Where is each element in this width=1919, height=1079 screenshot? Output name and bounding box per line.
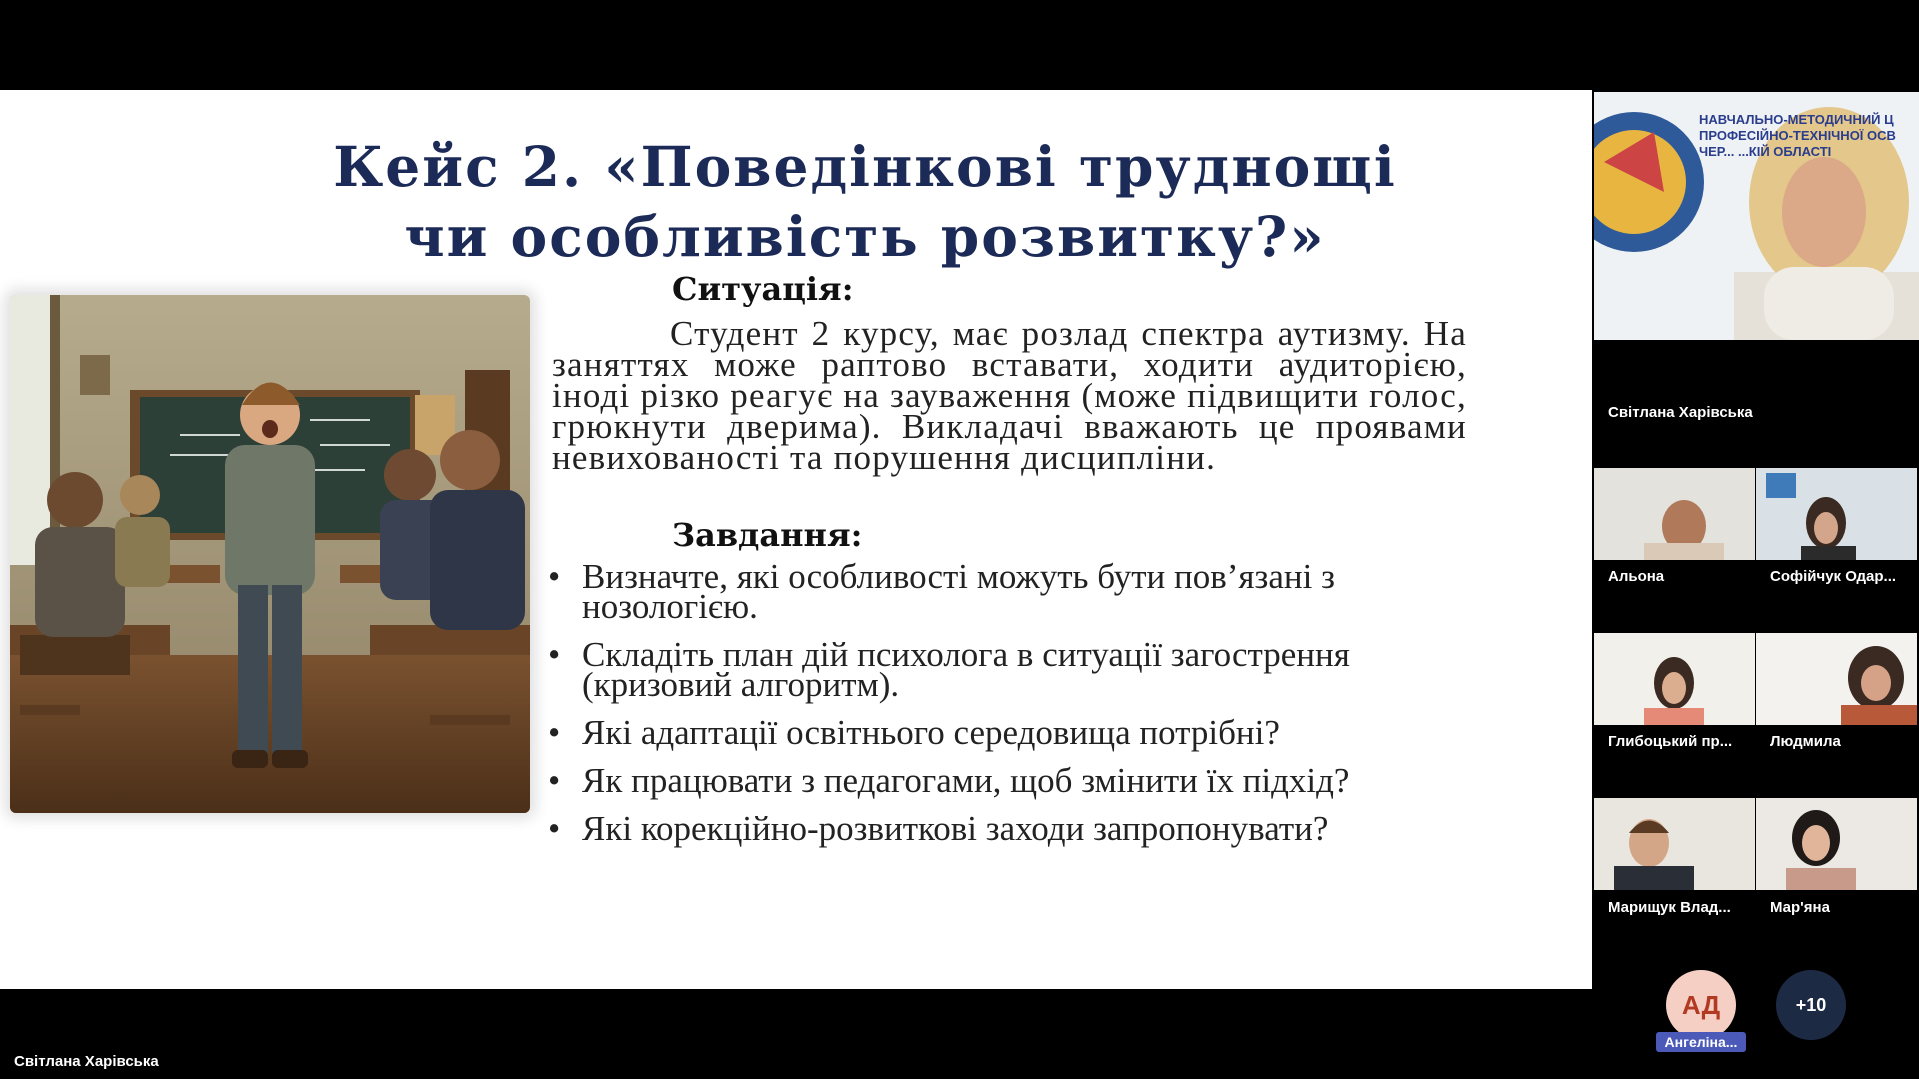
participant-name: Людмила bbox=[1770, 733, 1841, 750]
banner-line: ЧЕР... ...КІЙ ОБЛАСТІ bbox=[1699, 144, 1832, 159]
shared-slide bbox=[0, 90, 1592, 989]
task-item: • Які корекційно-розвиткові заходи запропонувати? bbox=[548, 814, 1468, 844]
task-item: • Складіть план дій психолога в ситуації загострення (кризовий алгоритм). bbox=[548, 640, 1468, 700]
participant-name: Альона bbox=[1608, 568, 1665, 585]
participant-tile[interactable] bbox=[1756, 798, 1917, 890]
speaker-video-tile[interactable] bbox=[1594, 92, 1919, 340]
situation-text: Студент 2 курсу, має розлад спектра аутизму. На заняттях може раптово вставати, ходити аудиторією, іноді різко реагує на зауваження (може підвищити голос, грюкнути дверима). Викладачі вважають це проявами невихованості та порушення дисципліни. bbox=[552, 314, 1467, 477]
situation-heading: Ситуація: bbox=[672, 270, 854, 308]
tasks-heading: Завдання: bbox=[672, 516, 863, 554]
participant-tile[interactable] bbox=[1594, 468, 1755, 560]
participant-name: Марищук Влад... bbox=[1608, 899, 1731, 916]
presenter-label: Світлана Харівська bbox=[14, 1053, 159, 1070]
more-participants-button[interactable]: +10 bbox=[1776, 970, 1846, 1040]
slide-title-line-2: чи особливість розвитку?» bbox=[404, 204, 1326, 269]
task-item: • Визначте, які особливості можуть бути пов’язані з нозологією. bbox=[548, 562, 1468, 622]
speaker-banner bbox=[1699, 112, 1919, 160]
tasks-list bbox=[548, 557, 1468, 862]
task-item: • Як працювати з педагогами, щоб змінити їх підхід? bbox=[548, 766, 1468, 796]
task-item: • Які адаптації освітнього середовища потрібні? bbox=[548, 718, 1468, 748]
participant-name: Софійчук Одар... bbox=[1770, 568, 1897, 585]
participants-panel bbox=[1592, 90, 1919, 1079]
participant-tile[interactable] bbox=[1756, 633, 1917, 725]
speaker-name: Світлана Харівська bbox=[1608, 404, 1753, 421]
slide-title bbox=[300, 132, 1430, 272]
classroom-illustration bbox=[10, 295, 530, 813]
participant-tile[interactable] bbox=[1594, 798, 1755, 890]
banner-line: НАВЧАЛЬНО-МЕТОДИЧНИЙ Ц bbox=[1699, 112, 1894, 127]
participant-tile[interactable] bbox=[1594, 633, 1755, 725]
participant-name: Мар'яна bbox=[1770, 899, 1830, 916]
avatar-name-tag: Ангеліна... bbox=[1656, 1032, 1746, 1052]
banner-line: ПРОФЕСІЙНО-ТЕХНІЧНОЇ ОСВ bbox=[1699, 128, 1896, 143]
slide-title-line-1: Кейс 2. «Поведінкові труднощі bbox=[333, 134, 1397, 199]
participant-avatar[interactable]: АД bbox=[1666, 970, 1736, 1040]
participant-name: Глибоцький пр... bbox=[1608, 733, 1733, 750]
participant-tile[interactable] bbox=[1756, 468, 1917, 560]
